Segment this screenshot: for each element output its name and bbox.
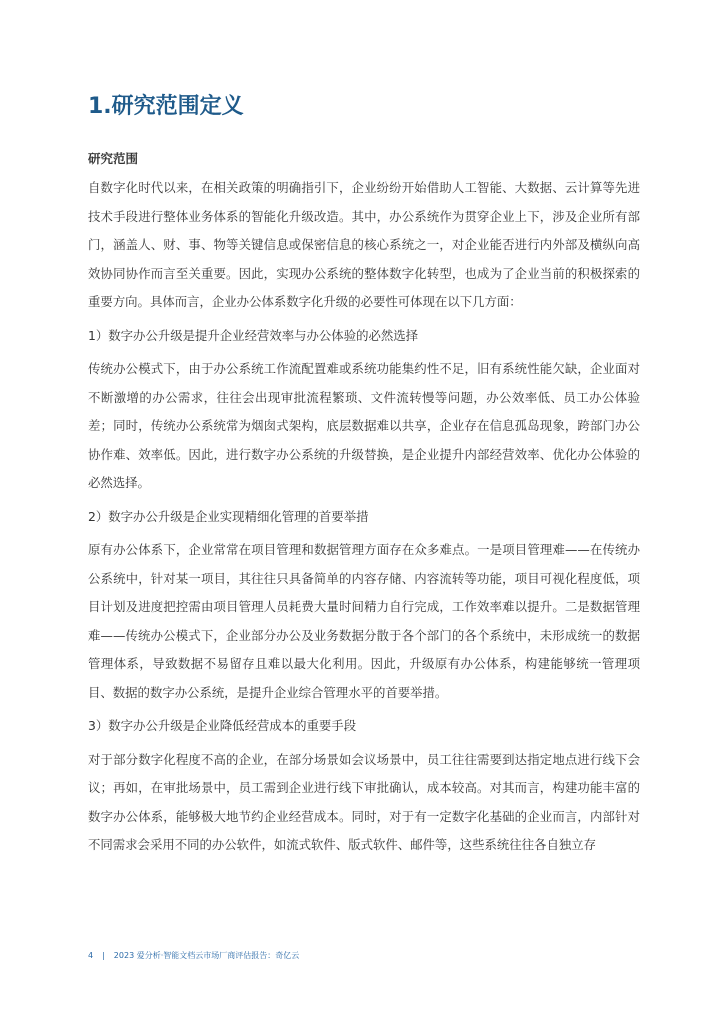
footer-source: 2023 爱分析·智能文档云市场厂商评估报告：奇亿云 [113,951,300,960]
intro-paragraph: 自数字化时代以来，在相关政策的明确指引下，企业纷纷开始借助人工智能、大数据、云计算等先进技术手段进行整体业务体系的智能化升级改造。其中，办公系统作为贯穿企业上下，涉及企业所有部门，涵盖人、财、事、物等关键信息或保密信息的核心系统之一，对企业能否进行内外部及横纵向高效协同协作而言至关重要。因此，实现办公系统的整体数字化转型，也成为了企业当前的积极探索的重要方向。具体而言，企业办公体系数字化升级的必要性可体现在以下几方面： [88,180,640,309]
point-3-paragraph: 对于部分数字化程度不高的企业，在部分场景如会议场景中，员工往往需要到达指定地点进行线下会议；再如，在审批场景中，员工需到企业进行线下审批确认，成本较高。对其而言，构建功能丰富的数字办公体系，能够极大地节约企业经营成本。同时，对于有一定数字化基础的企业而言，内部针对不同需求会采用不同的办公软件，如流式软件、版式软件、邮件等，这些系统往往各自独立存 [88,751,640,852]
body-content [88,174,640,860]
point-2-paragraph: 原有办公体系下，企业常常在项目管理和数据管理方面存在众多难点。一是项目管理难——在传统办公系统中，针对某一项目，其往往只具备简单的内容存储、内容流转等功能，项目可视化程度低，项目计划及进度把控需由项目管理人员耗费大量时间精力自行完成，工作效率难以提升。二是数据管理难——传统办公模式下，企业部分办公及业务数据分散于各个部门的各个系统中，未形成统一的数据管理体系，导致数据不易留存且难以最大化利用。因此，升级原有办公体系，构建能够统一管理项目、数据的数字办公系统，是提升企业综合管理水平的首要举措。 [88,542,640,700]
page-number: 4 [88,951,94,960]
footer-separator: | [102,951,105,960]
point-1-heading: 1）数字办公升级是提升企业经营效率与办公体验的必然选择 [88,327,419,343]
page-footer [88,950,299,962]
point-2-heading: 2）数字办公升级是企业实现精细化管理的首要举措 [88,508,369,524]
point-1-paragraph: 传统办公模式下，由于办公系统工作流配置难或系统功能集约性不足，旧有系统性能欠缺，企业面对不断激增的办公需求，往往会出现审批流程繁琐、文件流转慢等问题，办公效率低、员工办公体验差；同时，传统办公系统常为烟囱式架构，底层数据难以共享，企业存在信息孤岛现象，跨部门办公协作难、效率低。因此，进行数字办公系统的升级替换，是企业提升内部经营效率、优化办公体验的必然选择。 [88,361,640,490]
point-3-heading: 3）数字办公升级是企业降低经营成本的重要手段 [88,718,357,733]
section-subtitle: 研究范围 [88,151,139,166]
section-title: 1.研究范围定义 [88,94,244,119]
